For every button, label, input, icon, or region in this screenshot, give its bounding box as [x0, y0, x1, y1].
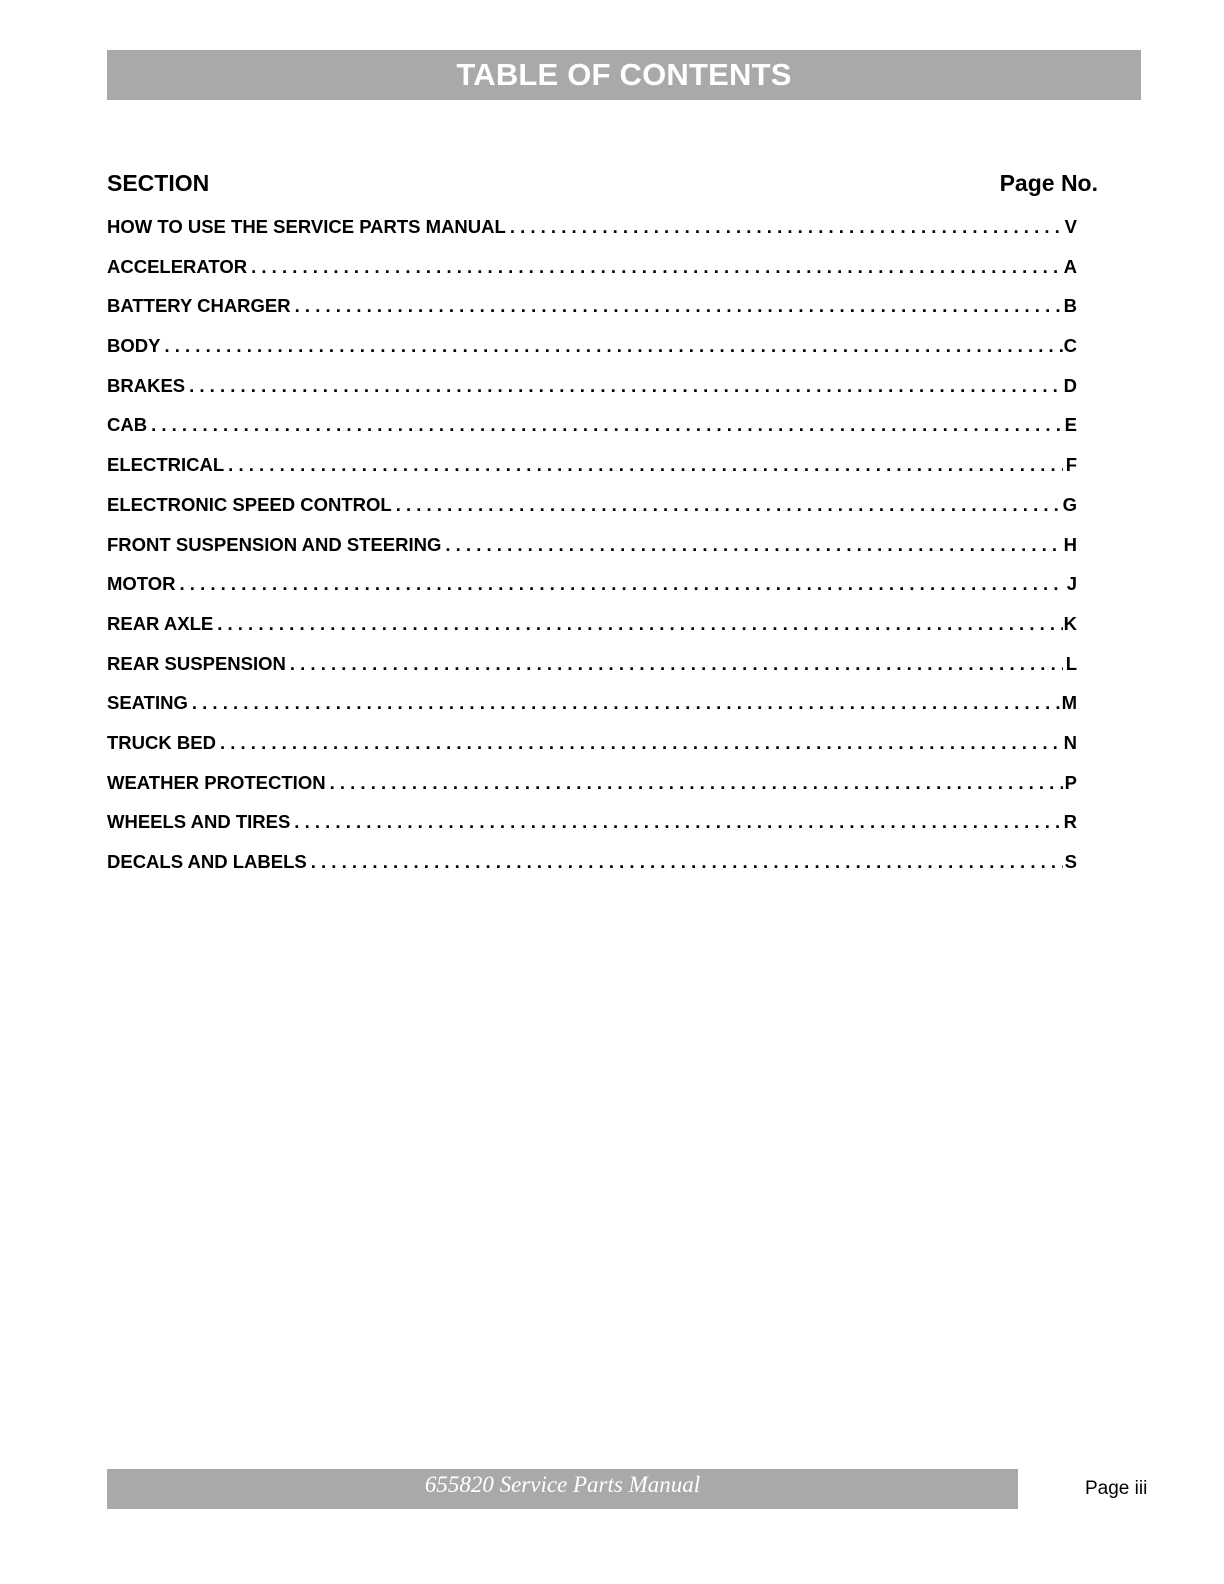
toc-entry-label: FRONT SUSPENSION AND STEERING	[107, 533, 442, 555]
toc-entry-label: TRUCK BED	[107, 731, 216, 753]
dot-leader	[147, 414, 1063, 436]
toc-entry-label: SEATING	[107, 692, 188, 714]
toc-entry-label: BATTERY CHARGER	[107, 295, 291, 317]
toc-entry[interactable]	[107, 335, 1077, 375]
toc-entry-label: ELECTRICAL	[107, 454, 225, 476]
toc-entry-page: C	[1063, 335, 1077, 357]
dot-leader	[326, 772, 1063, 794]
page-column-header: Page No.	[999, 170, 1098, 196]
toc-entry[interactable]	[107, 692, 1077, 732]
dot-leader	[160, 335, 1063, 357]
toc-list	[107, 216, 1077, 891]
toc-entry-label: WEATHER PROTECTION	[107, 771, 326, 793]
dot-leader	[291, 295, 1063, 317]
dot-leader	[188, 692, 1062, 714]
page-number: Page iii	[1085, 1478, 1148, 1499]
toc-entry-page: R	[1063, 811, 1077, 833]
toc-entry[interactable]	[107, 454, 1077, 494]
toc-entry[interactable]	[107, 295, 1077, 335]
toc-entry[interactable]	[107, 256, 1077, 296]
toc-entry-label: CAB	[107, 414, 148, 436]
toc-entry-page: D	[1063, 374, 1077, 396]
toc-entry-label: ACCELERATOR	[107, 255, 248, 277]
toc-entry-label: BRAKES	[107, 374, 186, 396]
toc-entry-page: M	[1061, 692, 1077, 714]
section-column-header: SECTION	[107, 170, 210, 196]
toc-entry[interactable]	[107, 613, 1077, 653]
toc-entry-page: G	[1062, 493, 1077, 515]
toc-entry[interactable]	[107, 216, 1077, 256]
dot-leader	[216, 732, 1063, 754]
toc-entry-label: REAR SUSPENSION	[107, 652, 286, 674]
title-bar	[107, 50, 1141, 100]
toc-entry-page: A	[1063, 255, 1077, 277]
toc-entry-page: P	[1064, 771, 1077, 793]
toc-entry-label: WHEELS AND TIRES	[107, 811, 291, 833]
dot-leader	[441, 534, 1063, 556]
toc-entry-page: F	[1065, 454, 1077, 476]
page-title: TABLE OF CONTENTS	[456, 57, 792, 92]
footer-manual-title: 655820 Service Parts Manual	[424, 1472, 701, 1497]
toc-entry-label: ELECTRONIC SPEED CONTROL	[107, 493, 392, 515]
toc-entry[interactable]	[107, 534, 1077, 574]
dot-leader	[247, 256, 1063, 278]
toc-entry-page: K	[1063, 612, 1077, 634]
toc-entry[interactable]	[107, 375, 1077, 415]
dot-leader	[176, 573, 1063, 595]
toc-entry-page: J	[1066, 573, 1077, 595]
toc-entry[interactable]	[107, 732, 1077, 772]
dot-leader	[392, 494, 1063, 516]
toc-entry[interactable]	[107, 851, 1077, 891]
toc-entry-page: S	[1064, 851, 1077, 872]
toc-entry[interactable]	[107, 772, 1077, 812]
toc-entry[interactable]	[107, 573, 1077, 613]
dot-leader	[290, 811, 1063, 833]
toc-entry[interactable]	[107, 494, 1077, 534]
toc-entry[interactable]	[107, 414, 1077, 454]
toc-entry[interactable]	[107, 811, 1077, 851]
dot-leader	[286, 653, 1063, 675]
dot-leader	[224, 454, 1063, 476]
toc-entry-label: MOTOR	[107, 573, 176, 595]
dot-leader	[506, 216, 1063, 238]
toc-entry-label: REAR AXLE	[107, 612, 214, 634]
footer-bar	[107, 1469, 1018, 1509]
toc-entry-page: N	[1063, 731, 1077, 753]
dot-leader	[213, 613, 1063, 635]
dot-leader	[307, 851, 1063, 873]
dot-leader	[185, 375, 1063, 397]
toc-entry-page: B	[1063, 295, 1077, 317]
toc-entry-label: BODY	[107, 335, 161, 357]
toc-entry-page: L	[1065, 652, 1077, 674]
toc-entry-page: H	[1063, 533, 1077, 555]
toc-entry-page: V	[1064, 216, 1077, 237]
toc-entry-page: E	[1064, 414, 1077, 436]
toc-entry[interactable]	[107, 653, 1077, 693]
toc-entry-label: HOW TO USE THE SERVICE PARTS MANUAL	[107, 216, 506, 237]
toc-entry-label: DECALS AND LABELS	[107, 851, 307, 872]
